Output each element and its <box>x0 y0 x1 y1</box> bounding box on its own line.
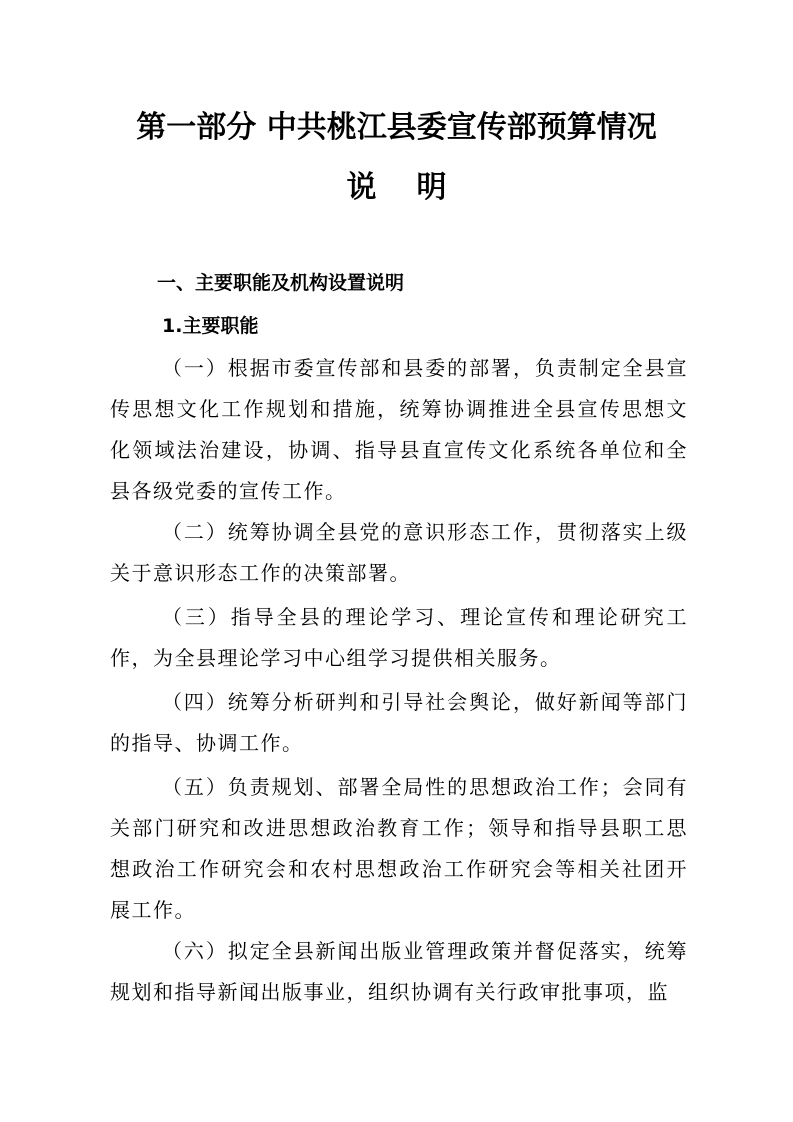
paragraph-3: （三）指导全县的理论学习、理论宣传和理论研究工作，为全县理论学习中心组学习提供相关服务。 <box>110 605 688 670</box>
document-title-line1: 第一部分 中共桃江县委宣传部预算情况 <box>136 110 657 145</box>
paragraph-1: （一）根据市委宣传部和县委的部署，负责制定全县宣传思想文化工作规划和措施，统筹协调推进全县宣传思想文化领域法治建设，协调、指导县直宣传文化系统各单位和全县各级党委的宣传工作。 <box>110 356 688 503</box>
subsection-heading: 1.主要职能 <box>162 315 259 337</box>
section-heading: 一、主要职能及机构设置说明 <box>157 272 405 294</box>
document-title-line2: 说明 <box>346 170 487 205</box>
paragraph-6: （六）拟定全县新闻出版业管理政策并督促落实，统筹规划和指导新闻出版事业，组织协调有关行政审批事项，监 <box>110 939 688 1004</box>
paragraph-4: （四）统筹分析研判和引导社会舆论，做好新闻等部门的指导、协调工作。 <box>110 690 688 755</box>
paragraph-2: （二）统筹协调全县党的意识形态工作，贯彻落实上级关于意识形态工作的决策部署。 <box>110 520 688 585</box>
paragraph-5: （五）负责规划、部署全局性的思想政治工作；会同有关部门研究和改进思想政治教育工作；领导和指导县职工思想政治工作研究会和农村思想政治工作研究会等相关社团开展工作。 <box>110 775 688 922</box>
